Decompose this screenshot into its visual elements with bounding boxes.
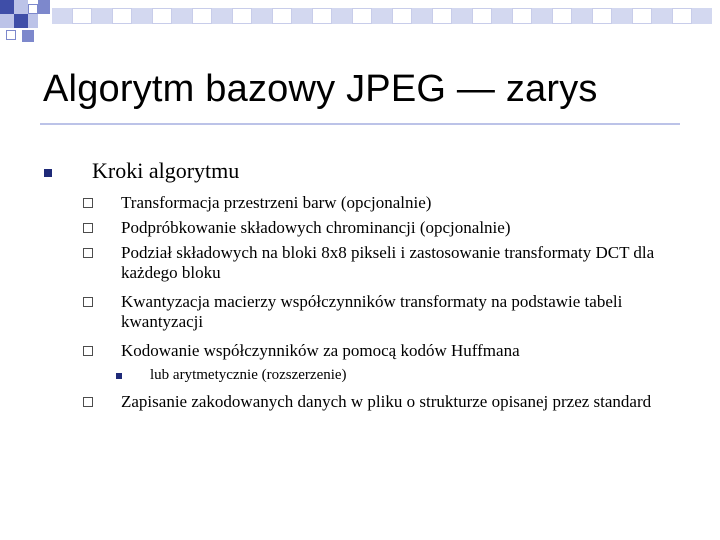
decor-square-icon (14, 0, 28, 14)
sub-list-item-text: lub arytmetycznie (rozszerzenie) (150, 367, 347, 383)
heading-text: Kroki algorytmu (92, 158, 240, 183)
list-item-text: Zapisanie zakodowanych danych w pliku o strukturze opisanej przez standard (121, 392, 652, 411)
decor-square-icon (6, 30, 16, 40)
decor-square-icon (22, 30, 34, 42)
hollow-square-icon (83, 297, 93, 307)
decor-square-icon (0, 0, 14, 14)
list-item-text: Podział składowych na bloki 8x8 pikseli i zastosowanie transformaty DCT dla każdego bloku (121, 243, 655, 282)
decor-square-icon (28, 4, 38, 14)
hollow-square-icon (83, 248, 93, 258)
list-item-text: Kwantyzacja macierzy współczynników transformaty na podstawie tabeli kwantyzacji (121, 292, 623, 331)
list-item-text: Kodowanie współczynników za pomocą kodów Huffmana (121, 341, 520, 360)
hollow-square-icon (83, 346, 93, 356)
decor-square-icon (28, 14, 38, 28)
title-underline (40, 123, 680, 125)
filled-square-icon (44, 169, 52, 177)
decor-square-icon (14, 14, 28, 28)
corner-decoration (0, 0, 720, 48)
list-item-text: Podpróbkowanie składowych chrominancji (opcjonalnie) (121, 218, 511, 237)
hollow-square-icon (83, 198, 93, 208)
decor-square-icon (0, 14, 14, 28)
hollow-square-icon (83, 223, 93, 233)
slide-title: Algorytm bazowy JPEG — zarys (43, 68, 598, 110)
hollow-square-icon (83, 397, 93, 407)
list-item-text: Transformacja przestrzeni barw (opcjonalnie) (121, 193, 432, 212)
header-bar (52, 8, 720, 24)
decor-square-icon (38, 0, 50, 14)
filled-square-icon (116, 373, 122, 379)
